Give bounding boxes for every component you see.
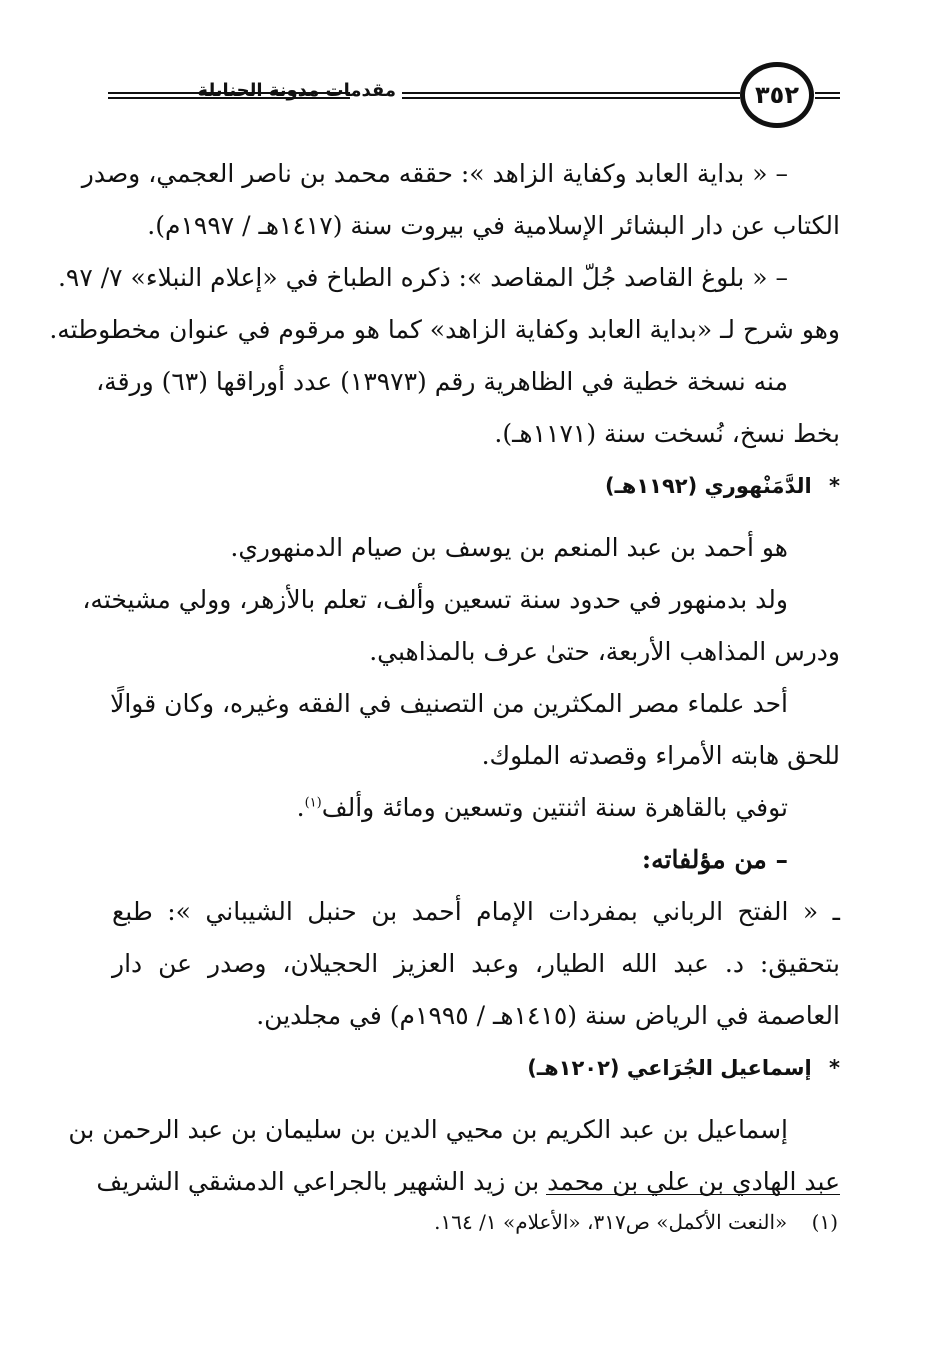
text-line: ـ « الفتح الرباني بمفردات الإمام أحمد بن حنبل الشيباني »: طبع (112, 897, 840, 926)
section-heading (112, 1042, 840, 1104)
footnote-text: «النعت الأكمل» ص٣١٧، «الأعلام» ١/ ١٦٤. (434, 1210, 788, 1234)
header-rule-right (815, 92, 840, 99)
page-body (49, 148, 840, 1208)
text-line: ودرس المذاهب الأربعة، حتىٰ عرف بالمذاهبي. (369, 637, 840, 666)
text-line: – « بلوغ القاصد جُلّ المقاصد »: ذكره الطباخ في «إعلام النبلاء» ٧/ ٩٧. (57, 263, 788, 292)
heading-date: (١٢٠٢هـ) (527, 1056, 620, 1080)
section-heading (112, 460, 840, 522)
text-line: إسماعيل بن عبد الكريم بن محيي الدين بن سليمان بن عبد الرحمن بن (68, 1115, 788, 1144)
heading-name: إسماعيل الجُرَاعي (626, 1056, 812, 1080)
star-marker: * (829, 1056, 840, 1080)
running-header-title: مقدمات مدونة الحنابلة (197, 80, 396, 101)
text-line: توفي بالقاهرة سنة اثنتين وتسعين ومائة وألف (321, 793, 788, 822)
footnote-separator (546, 1194, 840, 1195)
text-line: العاصمة في الرياض سنة (١٤١٥هـ / ١٩٩٥م) في مجلدين. (256, 1001, 840, 1030)
heading-name: الدَّمَنْهوري (704, 474, 812, 498)
page-number: ٣٥٢ (740, 62, 814, 128)
heading-date: (١١٩٢هـ) (605, 474, 698, 498)
text-line: ولد بدمنهور في حدود سنة تسعين وألف، تعلم بالأزهر، وولي مشيخته، (82, 585, 788, 614)
text-line-with-footnote (112, 782, 840, 834)
text-line: بتحقيق: د. عبد الله الطيار، وعبد العزيز الحجيلان، وصدر عن دار (112, 949, 840, 978)
footnote-reference: (١) (304, 795, 322, 811)
text-line: وهو شرح لـ «بداية العابد وكفاية الزاهد» كما هو مرقوم في عنوان مخطوطته. (49, 315, 840, 344)
text-line: منه نسخة خطية في الظاهرية رقم (١٣٩٧٣) عدد أوراقها (٦٣) ورقة، (96, 367, 788, 396)
text-line: – « بداية العابد وكفاية الزاهد »: حققه محمد بن ناصر العجمي، وصدر (81, 159, 788, 188)
star-marker: * (829, 474, 840, 498)
line-end: . (296, 793, 305, 822)
text-line: للحق هابته الأمراء وقصدته الملوك. (481, 741, 840, 770)
text-line: هو أحمد بن عبد المنعم بن يوسف بن صيام الدمنهوري. (230, 533, 788, 562)
footnote (434, 1210, 838, 1234)
text-line: أحد علماء مصر المكثرين من التصنيف في الفقه وغيره، وكان قوالًا (110, 689, 788, 718)
footnote-marker: (١) (811, 1210, 838, 1234)
text-line: عبد الهادي بن علي بن محمد بن زيد الشهير بالجراعي الدمشقي الشريف (96, 1167, 840, 1196)
text-line: الكتاب عن دار البشائر الإسلامية في بيروت سنة (١٤١٧هـ / ١٩٩٧م). (147, 211, 840, 240)
text-line: بخط نسخ، نُسخت سنة (١١٧١هـ). (494, 419, 840, 448)
works-label: – من مؤلفاته: (641, 845, 788, 874)
header-rule-middle (402, 92, 740, 99)
